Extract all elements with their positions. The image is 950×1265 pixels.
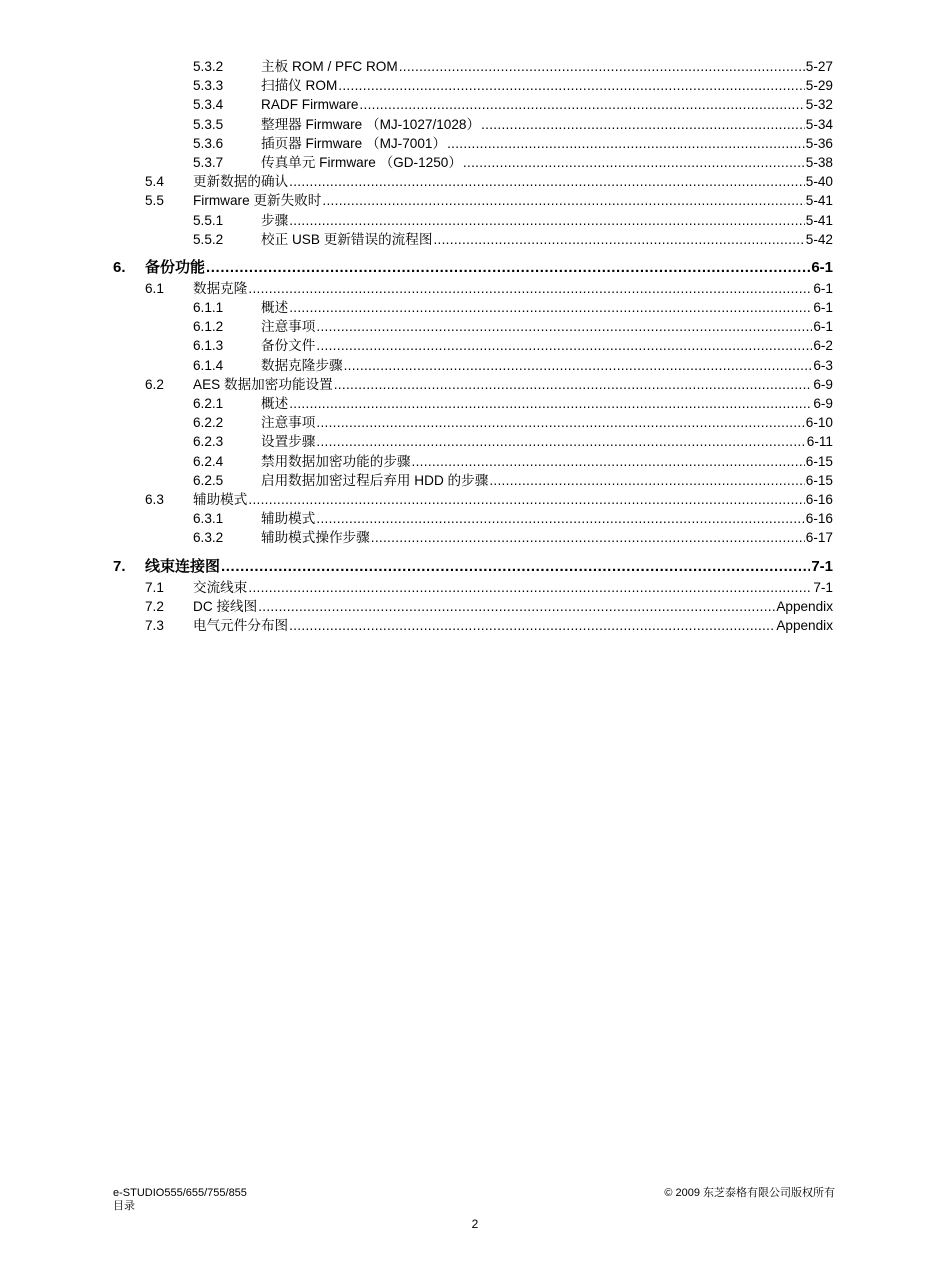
- footer-section: 目录: [113, 1200, 135, 1212]
- toc-entry-page: 5-36: [805, 135, 833, 151]
- toc-entry-page: 5-41: [805, 193, 833, 209]
- toc-entry-title: 备份功能: [145, 258, 206, 276]
- toc-entry-title: RADF Firmware: [261, 97, 359, 113]
- toc-entry-title: Firmware 更新失败时: [193, 193, 322, 209]
- toc-leader-dots: [248, 578, 812, 597]
- toc-leader-dots: [289, 298, 812, 317]
- toc-entry-body: [193, 394, 833, 413]
- toc-entry-body: [193, 134, 833, 153]
- toc-entry-body: [193, 452, 833, 471]
- toc-entry-number: 6.3.1: [193, 511, 224, 527]
- toc-entry-title: 整理器 Firmware （MJ-1027/1028）: [261, 116, 481, 132]
- toc-entry[interactable]: [193, 356, 833, 375]
- toc-entry[interactable]: [193, 230, 833, 249]
- toc-entry[interactable]: [193, 57, 833, 76]
- toc-entry-title: 更新数据的确认: [193, 174, 289, 190]
- toc-entry-title: 概述: [261, 396, 289, 411]
- toc-entry-number: 6.2.5: [193, 472, 224, 488]
- toc-leader-dots: [316, 317, 812, 336]
- toc-entry-title: AES 数据加密功能设置: [193, 376, 333, 392]
- toc-leader-dots: [289, 394, 812, 413]
- toc-entry-number: 7.: [113, 557, 126, 575]
- toc-entry-number: 6.1: [145, 280, 164, 296]
- toc-entry-page: 6-11: [806, 434, 833, 450]
- toc-leader-dots: [248, 490, 804, 509]
- toc-entry[interactable]: [113, 257, 833, 279]
- toc-entry-body: [193, 153, 833, 172]
- toc-entry-page: 6-10: [805, 415, 833, 431]
- toc-entry-body: [193, 211, 833, 230]
- toc-entry[interactable]: [193, 471, 833, 490]
- toc-leader-dots: [289, 616, 775, 635]
- toc-entry-title: 概述: [261, 300, 289, 316]
- toc-leader-dots: [316, 509, 804, 528]
- toc-entry-body: [193, 230, 833, 249]
- toc-entry[interactable]: [145, 597, 833, 616]
- toc-entry-body: [193, 57, 833, 76]
- toc-entry[interactable]: [193, 134, 833, 153]
- toc-leader-dots: [489, 471, 804, 490]
- toc-entry[interactable]: [145, 375, 833, 394]
- toc-entry[interactable]: [193, 509, 833, 528]
- toc-entry-number: 6.1.1: [193, 300, 224, 316]
- toc-entry-page: 6-16: [805, 491, 833, 507]
- toc-entry-page: 6-1: [813, 300, 833, 316]
- toc-entry-body: [193, 317, 833, 336]
- toc-entry-title: 注意事项: [261, 319, 316, 335]
- toc-entry-page: 6-15: [805, 453, 833, 469]
- toc-entry-body: [145, 616, 833, 635]
- toc-entry[interactable]: [145, 172, 833, 191]
- page-number: 2: [471, 1217, 479, 1231]
- toc-entry-page: 7-1: [813, 579, 833, 595]
- toc-entry-title: 扫描仪 ROM: [261, 78, 338, 94]
- toc-entry-page: 6-15: [805, 472, 833, 488]
- footer-model: e-STUDIO555/655/755/855: [113, 1187, 247, 1199]
- toc-entry-page: Appendix: [776, 617, 833, 633]
- toc-leader-dots: [338, 76, 805, 95]
- toc-entry-page: 5-27: [805, 59, 833, 74]
- toc-entry-number: 5.5.1: [193, 212, 224, 228]
- toc-leader-dots: [322, 191, 804, 210]
- toc-entry-page: 6-16: [805, 511, 833, 527]
- toc-entry-body: [193, 95, 833, 114]
- toc-entry-number: 6.2.4: [193, 453, 224, 469]
- toc-entry-body: [193, 528, 833, 547]
- toc-entry-title: 辅助模式: [261, 511, 316, 527]
- toc-entry-number: 5.5: [145, 193, 164, 209]
- toc-leader-dots: [481, 115, 805, 134]
- toc-entry-title: 电气元件分布图: [193, 617, 289, 633]
- toc-leader-dots: [316, 413, 804, 432]
- toc-entry-page: 7-1: [811, 557, 833, 575]
- toc-entry[interactable]: [193, 115, 833, 134]
- toc-leader-dots: [359, 95, 804, 114]
- toc-entry-body: [113, 556, 833, 578]
- toc-entry[interactable]: [193, 394, 833, 413]
- toc-entry-body: [145, 172, 833, 191]
- toc-entry[interactable]: [193, 95, 833, 114]
- toc-entry-title: 主板 ROM / PFC ROM: [261, 59, 398, 74]
- toc-entry[interactable]: [145, 279, 833, 298]
- toc-entry-number: 5.3.2: [193, 59, 224, 74]
- toc-entry-title: 数据克隆: [193, 280, 248, 296]
- toc-entry-page: 5-40: [805, 174, 833, 190]
- toc-entry-title: 数据克隆步骤: [261, 357, 343, 373]
- toc-entry-page: 5-38: [805, 154, 833, 170]
- toc-entry-number: 6.2.3: [193, 434, 224, 450]
- toc-entry[interactable]: [145, 578, 833, 597]
- toc-entry-body: [193, 509, 833, 528]
- toc-leader-dots: [447, 134, 805, 153]
- toc-entry-number: 6.3.2: [193, 530, 224, 546]
- toc-entry-page: 6-1: [811, 258, 833, 276]
- toc-entry-number: 5.3.6: [193, 135, 224, 151]
- toc-entry-body: [145, 279, 833, 298]
- toc-entry[interactable]: [193, 298, 833, 317]
- toc-leader-dots: [463, 153, 805, 172]
- toc-leader-dots: [399, 57, 805, 76]
- toc-entry-number: 5.3.4: [193, 97, 224, 113]
- toc-leader-dots: [221, 556, 810, 578]
- toc-entry-title: 备份文件: [261, 338, 316, 354]
- toc-entry-body: [145, 597, 833, 616]
- toc-entry-body: [193, 413, 833, 432]
- toc-entry-title: 辅助模式操作步骤: [261, 530, 370, 546]
- footer-left: [113, 1187, 247, 1213]
- toc-entry-body: [193, 471, 833, 490]
- toc-leader-dots: [412, 452, 805, 471]
- toc-entry-title: 线束连接图: [145, 557, 221, 575]
- toc-leader-dots: [334, 375, 813, 394]
- toc-entry-number: 5.4: [145, 174, 164, 190]
- toc-leader-dots: [316, 432, 805, 451]
- toc-entry[interactable]: [145, 616, 833, 635]
- toc-entry-number: 6.2.2: [193, 415, 224, 431]
- toc-leader-dots: [433, 230, 804, 249]
- toc-leader-dots: [344, 356, 813, 375]
- toc-entry-title: 交流线束: [193, 579, 248, 595]
- toc-entry-body: [145, 191, 833, 210]
- toc-entry-number: 6.1.3: [193, 338, 224, 354]
- toc-entry[interactable]: [145, 191, 833, 210]
- toc-entry-page: 5-42: [805, 231, 833, 247]
- toc-entry-title: 注意事项: [261, 415, 316, 431]
- toc-entry-body: [145, 375, 833, 394]
- toc-leader-dots: [316, 336, 812, 355]
- toc-entry-number: 6.3: [145, 491, 164, 507]
- toc-entry-number: 7.3: [145, 617, 164, 633]
- toc-entry-number: 5.5.2: [193, 231, 224, 247]
- toc-entry[interactable]: [193, 413, 833, 432]
- toc-entry-title: 插页器 Firmware （MJ-7001）: [261, 135, 447, 151]
- toc-entry-title: 设置步骤: [261, 434, 316, 450]
- toc-entry-body: [145, 490, 833, 509]
- toc-entry-page: 6-3: [813, 357, 833, 373]
- toc-entry-page: 5-41: [805, 212, 833, 228]
- toc-entry-page: 5-32: [805, 97, 833, 113]
- toc-entry-number: 6.2.1: [193, 396, 224, 411]
- toc-leader-dots: [248, 279, 812, 298]
- toc-entry[interactable]: [193, 153, 833, 172]
- toc-entry-number: 5.3.3: [193, 78, 224, 94]
- toc-leader-dots: [371, 528, 805, 547]
- toc-entry[interactable]: [193, 528, 833, 547]
- toc-entry[interactable]: [193, 432, 833, 451]
- toc-entry[interactable]: [113, 556, 833, 578]
- toc-entry-number: 7.2: [145, 598, 164, 614]
- toc-entry[interactable]: [193, 76, 833, 95]
- toc-entry-body: [193, 432, 833, 451]
- toc-entry-page: Appendix: [776, 598, 833, 614]
- toc-entry-body: [113, 257, 833, 279]
- toc-entry[interactable]: [193, 336, 833, 355]
- toc-entry-body: [193, 356, 833, 375]
- toc-entry[interactable]: [193, 211, 833, 230]
- toc-entry[interactable]: [193, 317, 833, 336]
- toc-entry-number: 5.3.7: [193, 154, 224, 170]
- toc-entry-title: 禁用数据加密功能的步骤: [261, 453, 411, 469]
- table-of-contents: [0, 57, 950, 635]
- toc-entry-title: 步骤: [261, 212, 289, 228]
- toc-entry-title: 辅助模式: [193, 491, 248, 507]
- toc-entry-title: 传真单元 Firmware （GD-1250）: [261, 154, 462, 170]
- toc-entry-page: 6-1: [813, 280, 833, 296]
- toc-entry-body: [193, 76, 833, 95]
- toc-entry-page: 6-1: [813, 319, 833, 335]
- toc-entry[interactable]: [193, 452, 833, 471]
- toc-entry-page: 5-29: [805, 78, 833, 94]
- toc-entry-title: DC 接线图: [193, 598, 258, 614]
- footer-copyright: © 2009 东芝泰格有限公司版权所有: [664, 1187, 835, 1199]
- toc-entry-title: 启用数据加密过程后弃用 HDD 的步骤: [261, 472, 489, 488]
- toc-entry-number: 6.: [113, 258, 126, 276]
- toc-entry-page: 6-2: [813, 338, 833, 354]
- toc-entry-title: 校正 USB 更新错误的流程图: [261, 231, 433, 247]
- toc-entry-number: 6.2: [145, 376, 164, 392]
- toc-entry[interactable]: [145, 490, 833, 509]
- toc-entry-page: 6-17: [805, 530, 833, 546]
- toc-entry-page: 5-34: [805, 116, 833, 132]
- toc-entry-number: 5.3.5: [193, 116, 224, 132]
- toc-entry-body: [193, 115, 833, 134]
- toc-entry-number: 7.1: [145, 579, 164, 595]
- toc-leader-dots: [206, 257, 810, 279]
- toc-entry-body: [145, 578, 833, 597]
- toc-entry-page: 6-9: [813, 376, 833, 392]
- toc-entry-number: 6.1.4: [193, 357, 224, 373]
- toc-entry-page: 6-9: [813, 396, 833, 411]
- toc-leader-dots: [289, 172, 805, 191]
- toc-entry-body: [193, 298, 833, 317]
- toc-entry-number: 6.1.2: [193, 319, 224, 335]
- toc-leader-dots: [258, 597, 775, 616]
- toc-entry-body: [193, 336, 833, 355]
- toc-leader-dots: [289, 211, 805, 230]
